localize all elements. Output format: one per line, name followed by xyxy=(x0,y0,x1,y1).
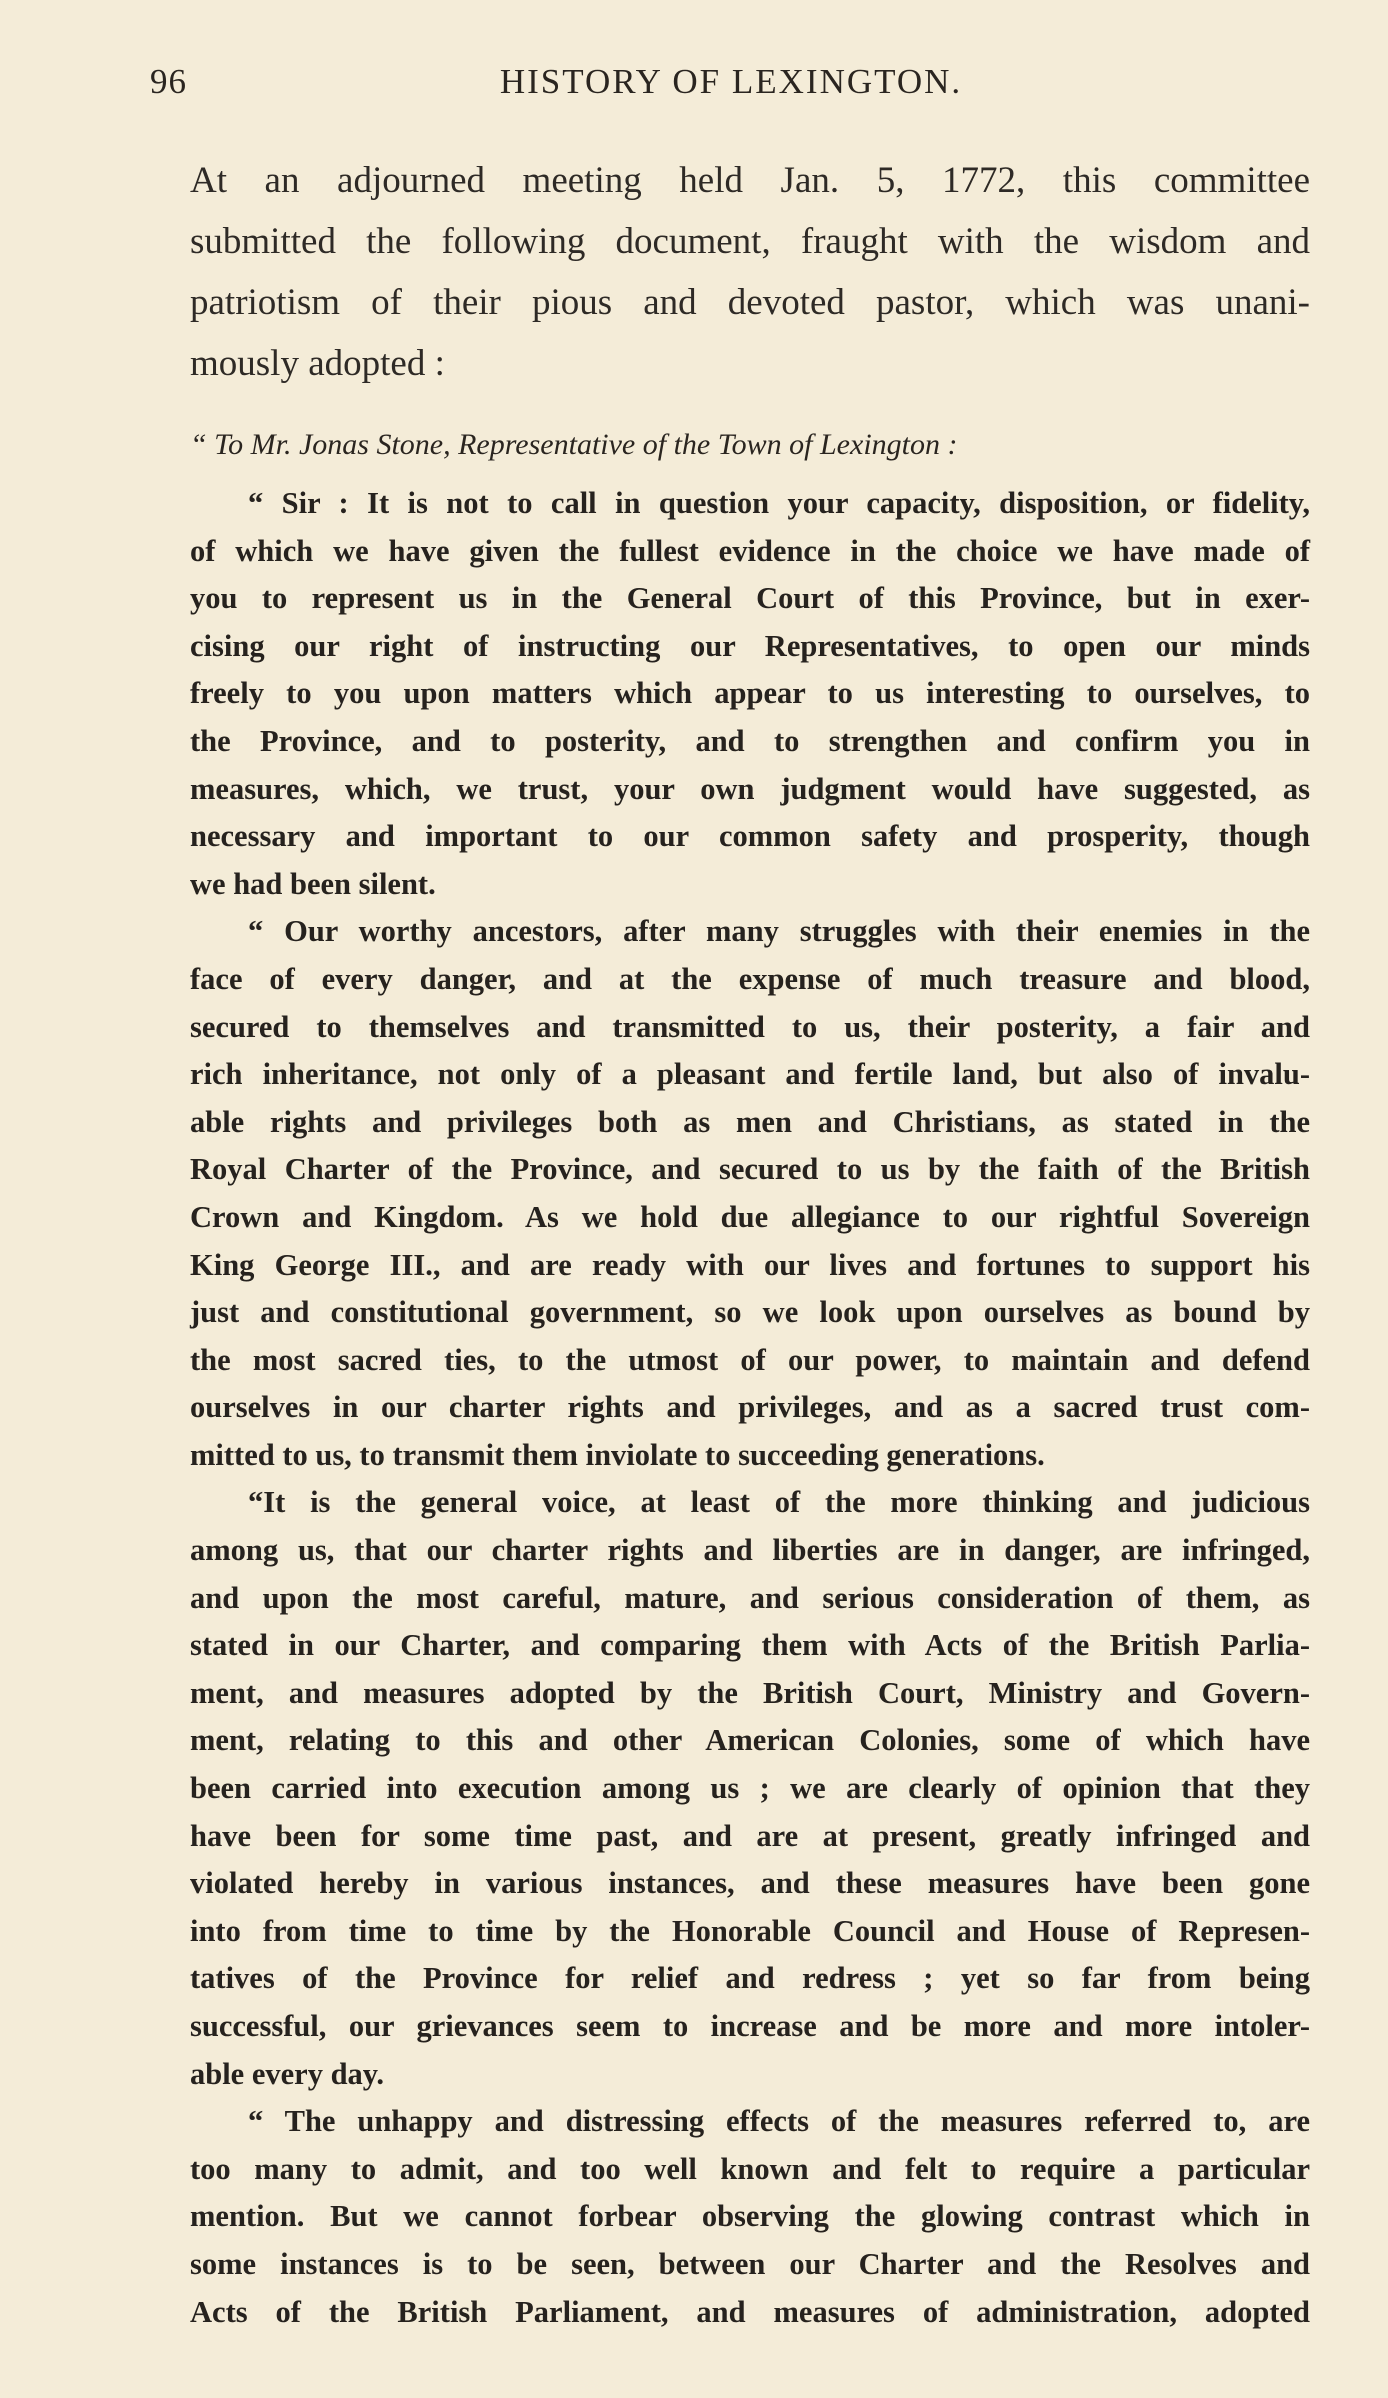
letter-line: you to represent us in the General Court of this Province, but in exer- xyxy=(190,581,1310,616)
letter-line: ourselves in our charter rights and privileges, and as a sacred trust com- xyxy=(190,1390,1310,1425)
letter-line: successful, our grievances seem to increase and be more and more intoler- xyxy=(190,2009,1310,2043)
letter-line: Crown and Kingdom. As we hold due allegiance to our rightful Sovereign xyxy=(190,1199,1310,1234)
letter-line: “ Our worthy ancestors, after many struggles with their enemies in the xyxy=(248,914,1310,949)
letter-line: necessary and important to our common safety and prosperity, though xyxy=(190,819,1310,854)
letter-line: measures, which, we trust, your own judgment would have suggested, as xyxy=(190,771,1310,806)
letter-line: “It is the general voice, at least of the more thinking and judicious xyxy=(248,1485,1310,1520)
letter-line: mention. But we cannot forbear observing the glowing contrast which in xyxy=(190,2199,1310,2234)
intro-line: mously adopted : xyxy=(190,343,445,384)
letter-line: been carried into execution among us ; we are clearly of opinion that they xyxy=(190,1771,1310,1806)
letter-line: freely to you upon matters which appear to us interesting to ourselves, to xyxy=(190,676,1310,711)
letter-line: mitted to us, to transmit them inviolate to succeeding generations. xyxy=(190,1437,1045,1472)
address-line: “ To Mr. Jonas Stone, Representative of the Town of Lexington : xyxy=(190,428,958,461)
letter-line: we had been silent. xyxy=(190,866,436,901)
letter-line: “ Sir : It is not to call in question your capacity, disposition, or fidelity, xyxy=(248,486,1310,520)
letter-line: and upon the most careful, mature, and serious consideration of them, as xyxy=(190,1580,1310,1615)
letter-line: able every day. xyxy=(190,2056,384,2091)
letter-line: able rights and privileges both as men and Christians, as stated in the xyxy=(190,1104,1310,1139)
letter-line: ment, relating to this and other American Colonies, some of which have xyxy=(190,1723,1310,1758)
running-head xyxy=(150,62,1312,110)
letter-line: the most sacred ties, to the utmost of our power, to maintain and defend xyxy=(190,1342,1310,1377)
letter-line: into from time to time by the Honorable Council and House of Represen- xyxy=(190,1913,1310,1948)
running-head-title: HISTORY OF LEXINGTON. xyxy=(499,62,963,101)
page-number: 96 xyxy=(150,62,187,101)
letter-line: cising our right of instructing our Representatives, to open our minds xyxy=(190,628,1310,663)
letter-line: secured to themselves and transmitted to us, their posterity, a fair and xyxy=(190,1009,1310,1044)
letter-line: “ The unhappy and distressing effects of the measures referred to, are xyxy=(248,2104,1310,2139)
intro-line: patriotism of their pious and devoted pastor, which was unani- xyxy=(190,282,1310,323)
letter-line: Acts of the British Parliament, and measures of administration, adopted xyxy=(190,2294,1310,2329)
letter-line: tatives of the Province for relief and redress ; yet so far from being xyxy=(190,1961,1310,1996)
letter-line: among us, that our charter rights and liberties are in danger, are infringed, xyxy=(190,1533,1310,1568)
intro-paragraph xyxy=(190,150,1310,394)
letter-line: Royal Charter of the Province, and secured to us by the faith of the British xyxy=(190,1152,1310,1187)
letter-line: ment, and measures adopted by the British Court, Ministry and Govern- xyxy=(190,1675,1310,1710)
intro-line: submitted the following document, fraught with the wisdom and xyxy=(190,221,1310,262)
letter-line: of which we have given the fullest evidence in the choice we have made of xyxy=(190,533,1310,568)
letter-line: King George III., and are ready with our lives and fortunes to support his xyxy=(190,1247,1310,1282)
letter-line: some instances is to be seen, between our Charter and the Resolves and xyxy=(190,2246,1310,2281)
letter-line: have been for some time past, and are at present, greatly infringed and xyxy=(190,1818,1310,1853)
letter-line: stated in our Charter, and comparing them with Acts of the British Parlia- xyxy=(190,1628,1310,1663)
letter-line: face of every danger, and at the expense of much treasure and blood, xyxy=(190,961,1310,996)
intro-line: At an adjourned meeting held Jan. 5, 1772, this committee xyxy=(190,160,1310,201)
letter-line: rich inheritance, not only of a pleasant and fertile land, but also of invalu- xyxy=(190,1057,1310,1092)
letter-line: the Province, and to posterity, and to strengthen and confirm you in xyxy=(190,723,1310,758)
letter-body xyxy=(190,480,1310,2336)
letter-line: violated hereby in various instances, and these measures have been gone xyxy=(190,1866,1310,1901)
letter-line: just and constitutional government, so we look upon ourselves as bound by xyxy=(190,1295,1310,1330)
letter-line: too many to admit, and too well known and felt to require a particular xyxy=(190,2151,1310,2186)
